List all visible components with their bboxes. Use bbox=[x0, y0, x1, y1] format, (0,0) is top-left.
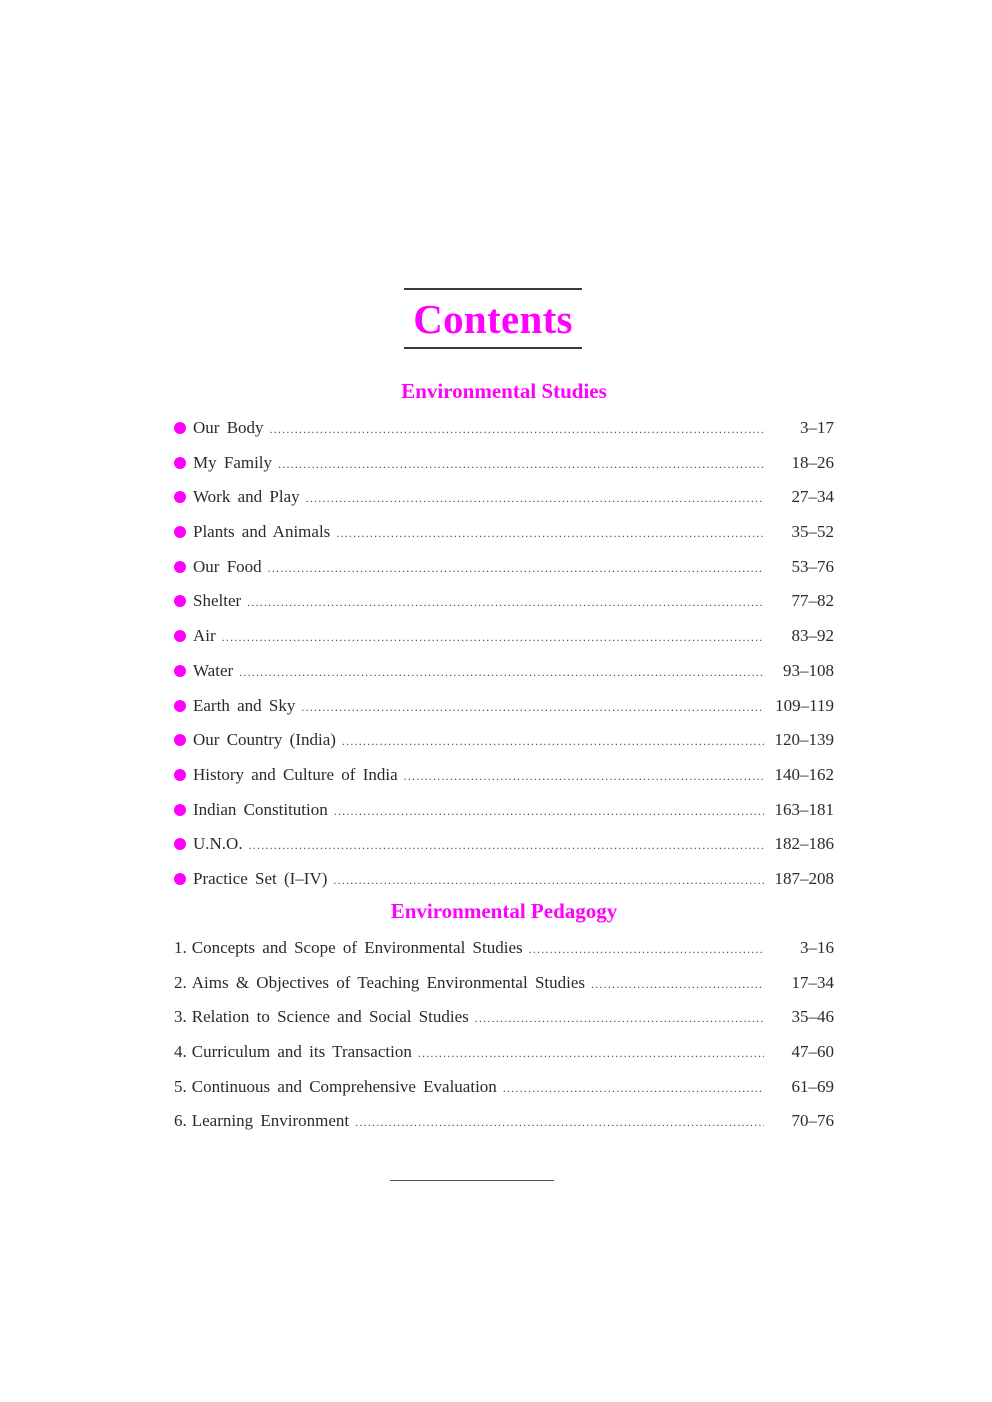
toc-entry-pages: 3–17 bbox=[800, 418, 834, 437]
toc-entry-pages: 18–26 bbox=[791, 452, 834, 472]
toc-entry-pages: 47–60 bbox=[791, 1042, 834, 1062]
toc-entry-pages: 17–34 bbox=[791, 972, 834, 992]
toc-entry-label: Shelter bbox=[193, 591, 242, 611]
toc-entry-label: Concepts and Scope of Environmental Studies bbox=[191, 938, 523, 957]
bullet-icon bbox=[174, 734, 186, 746]
dot-leader bbox=[334, 801, 764, 821]
toc-entry[interactable] bbox=[174, 626, 834, 661]
toc-entry-pages: 182–186 bbox=[774, 834, 834, 854]
toc-entry-pages: 70–76 bbox=[791, 1111, 834, 1131]
dot-leader bbox=[268, 558, 764, 578]
bullet-icon bbox=[174, 804, 186, 816]
bullet-icon bbox=[174, 665, 186, 677]
toc-entry[interactable] bbox=[174, 591, 834, 626]
dot-leader bbox=[336, 523, 764, 543]
dot-leader bbox=[301, 697, 764, 717]
toc-entry-label: Our Body bbox=[193, 418, 264, 437]
toc-entry-label: History and Culture of India bbox=[193, 764, 398, 784]
toc-entry[interactable] bbox=[174, 834, 834, 869]
bullet-icon bbox=[174, 422, 186, 434]
bullet-icon bbox=[174, 561, 186, 573]
dot-leader bbox=[333, 870, 764, 890]
title-bottom-rule bbox=[404, 347, 582, 349]
toc-entry-label: Continuous and Comprehensive Evaluation bbox=[191, 1076, 497, 1096]
toc-entry-number: 4. bbox=[174, 1042, 187, 1062]
dot-leader bbox=[306, 488, 764, 508]
dot-leader bbox=[529, 939, 764, 959]
title-block bbox=[404, 288, 582, 350]
toc-entry-label: Our Country (India) bbox=[193, 730, 336, 750]
toc-entry-number: 1. bbox=[174, 938, 187, 957]
dot-leader bbox=[418, 1043, 764, 1063]
section-heading-environmental-pedagogy: Environmental Pedagogy bbox=[390, 899, 618, 923]
toc-entry-label: Curriculum and its Transaction bbox=[191, 1042, 412, 1062]
toc-entry[interactable] bbox=[174, 730, 834, 765]
dot-leader bbox=[239, 662, 764, 682]
dot-leader bbox=[247, 592, 764, 612]
toc-entry-label: Our Food bbox=[193, 556, 262, 576]
toc-entry-label: Aims & Objectives of Teaching Environmental Studies bbox=[191, 972, 586, 992]
toc-entry-label: My Family bbox=[193, 452, 273, 472]
toc-entry-label: Work and Play bbox=[193, 487, 300, 507]
toc-entry[interactable] bbox=[174, 800, 834, 835]
toc-entry-pages: 53–76 bbox=[791, 556, 834, 576]
toc-entry[interactable] bbox=[174, 418, 834, 453]
toc-entry-label: Relation to Science and Social Studies bbox=[191, 1007, 469, 1027]
toc-entry[interactable] bbox=[174, 453, 834, 488]
bullet-icon bbox=[174, 769, 186, 781]
toc-entry-pages: 35–46 bbox=[791, 1007, 834, 1027]
bullet-icon bbox=[174, 526, 186, 538]
toc-entry-pages: 27–34 bbox=[791, 487, 834, 507]
toc-entry[interactable] bbox=[174, 487, 834, 522]
toc-entry-number: 3. bbox=[174, 1007, 187, 1027]
toc-entry[interactable] bbox=[174, 765, 834, 800]
section-heading-environmental-studies: Environmental Studies bbox=[401, 379, 607, 403]
dot-leader bbox=[475, 1008, 764, 1028]
bullet-icon bbox=[174, 838, 186, 850]
toc-entry-label: Plants and Animals bbox=[193, 522, 331, 542]
toc-entry-pages: 35–52 bbox=[791, 522, 834, 542]
dot-leader bbox=[503, 1078, 764, 1098]
toc-list-environmental-pedagogy bbox=[174, 938, 834, 1146]
toc-entry[interactable] bbox=[174, 938, 834, 973]
dot-leader bbox=[222, 627, 764, 647]
toc-entry-pages: 83–92 bbox=[791, 626, 834, 646]
bullet-icon bbox=[174, 700, 186, 712]
title-top-rule bbox=[404, 288, 582, 290]
toc-entry[interactable] bbox=[174, 661, 834, 696]
toc-entry-pages: 140–162 bbox=[774, 764, 834, 784]
dot-leader bbox=[404, 766, 764, 786]
toc-entry[interactable] bbox=[174, 1111, 834, 1146]
toc-entry-pages: 109–119 bbox=[775, 695, 834, 715]
toc-entry-pages: 120–139 bbox=[774, 730, 834, 750]
toc-entry[interactable] bbox=[174, 522, 834, 557]
toc-entry-label: U.N.O. bbox=[193, 834, 243, 854]
toc-entry-label: Water bbox=[193, 660, 234, 680]
toc-entry[interactable] bbox=[174, 1042, 834, 1077]
toc-entry-label: Practice Set (I–IV) bbox=[193, 868, 328, 888]
toc-entry-pages: 77–82 bbox=[791, 591, 834, 611]
toc-entry[interactable] bbox=[174, 1007, 834, 1042]
toc-entry[interactable] bbox=[174, 696, 834, 731]
toc-entry-pages: 3–16 bbox=[800, 938, 834, 957]
page-title: Contents bbox=[413, 296, 573, 342]
bottom-divider bbox=[390, 1180, 554, 1181]
toc-entry-number: 5. bbox=[174, 1076, 187, 1096]
toc-entry[interactable] bbox=[174, 1077, 834, 1112]
toc-entry[interactable] bbox=[174, 973, 834, 1008]
toc-entry-pages: 163–181 bbox=[774, 799, 834, 819]
toc-entry-label: Air bbox=[193, 626, 216, 646]
toc-entry[interactable] bbox=[174, 557, 834, 592]
toc-list-environmental-studies bbox=[174, 418, 834, 904]
toc-entry-pages: 93–108 bbox=[783, 660, 834, 680]
dot-leader bbox=[270, 419, 764, 439]
toc-entry-label: Indian Constitution bbox=[193, 799, 328, 819]
dot-leader bbox=[355, 1112, 764, 1132]
bullet-icon bbox=[174, 457, 186, 469]
toc-entry-pages: 187–208 bbox=[774, 868, 834, 888]
dot-leader bbox=[278, 454, 764, 474]
bullet-icon bbox=[174, 595, 186, 607]
toc-entry-pages: 61–69 bbox=[791, 1076, 834, 1096]
dot-leader bbox=[249, 835, 764, 855]
bullet-icon bbox=[174, 491, 186, 503]
toc-entry-label: Earth and Sky bbox=[193, 695, 296, 715]
toc-entry-number: 2. bbox=[174, 972, 187, 992]
dot-leader bbox=[591, 974, 764, 994]
bullet-icon bbox=[174, 630, 186, 642]
toc-entry-label: Learning Environment bbox=[191, 1111, 350, 1131]
toc-entry-number: 6. bbox=[174, 1111, 187, 1131]
dot-leader bbox=[342, 731, 764, 751]
bullet-icon bbox=[174, 873, 186, 885]
